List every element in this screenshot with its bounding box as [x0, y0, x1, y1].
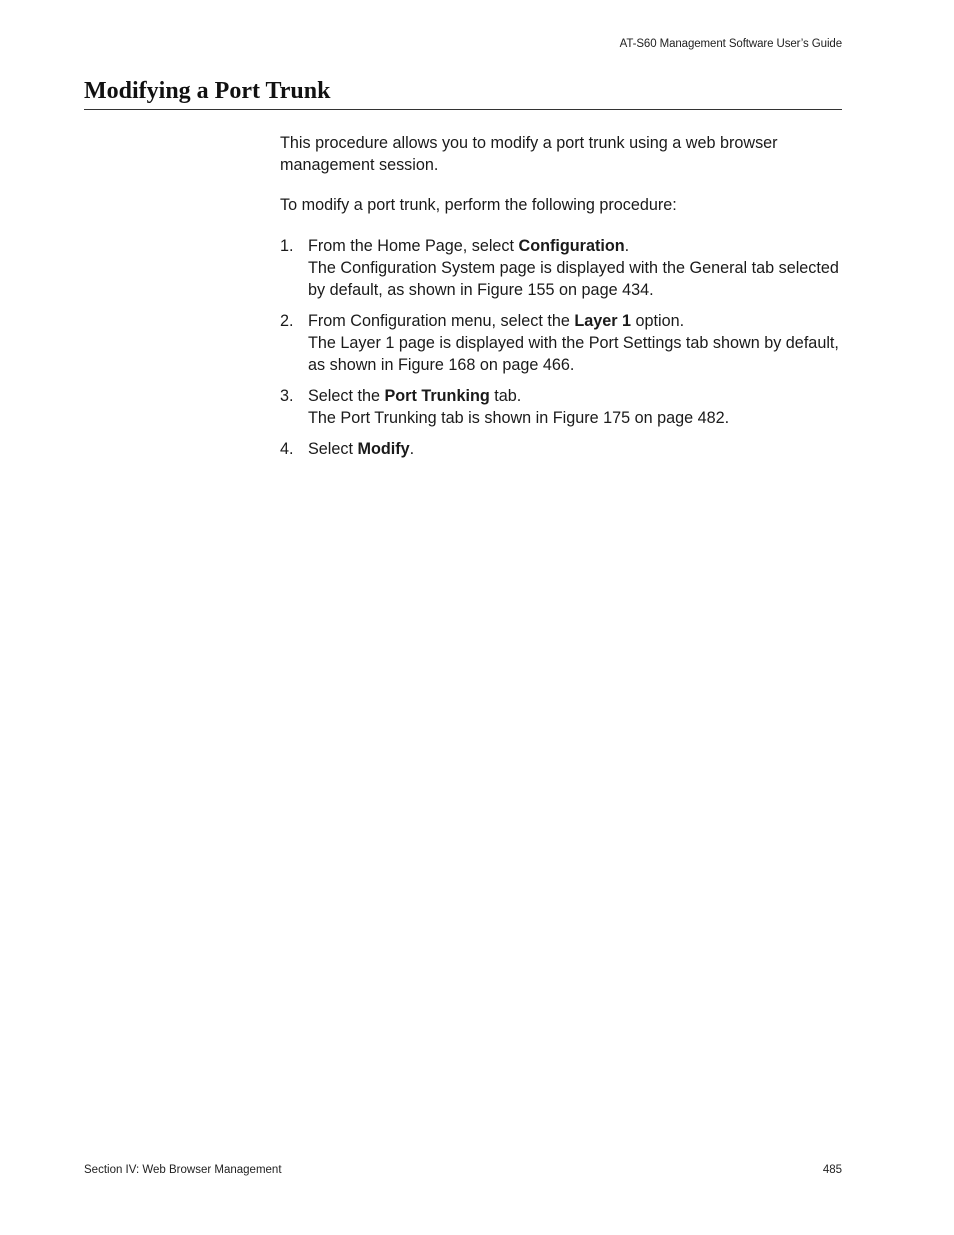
step-note: The Layer 1 page is displayed with the Port Settings tab shown by default, as shown in Figure 168 on page 466. — [308, 334, 839, 374]
step-text: From Configuration menu, select the — [308, 312, 575, 330]
step-ui-term: Modify — [357, 440, 410, 458]
body-text — [280, 132, 842, 460]
step-number: 3. — [280, 387, 294, 405]
footer-section-label: Section IV: Web Browser Management — [84, 1164, 282, 1176]
step-ui-term: Configuration — [518, 237, 625, 255]
step-number: 2. — [280, 312, 294, 330]
procedure-steps — [280, 235, 842, 460]
step-ui-term: Port Trunking — [384, 387, 490, 405]
step-item — [280, 310, 842, 376]
running-header: AT-S60 Management Software User’s Guide — [619, 38, 842, 50]
page-number: 485 — [822, 1164, 842, 1176]
step-ui-term: Layer 1 — [574, 312, 632, 330]
step-instruction — [308, 438, 842, 460]
step-item — [280, 235, 842, 301]
step-instruction — [308, 385, 842, 407]
step-text: tab. — [489, 387, 522, 405]
step-number: 4. — [280, 440, 294, 458]
step-text: From the Home Page, select — [308, 237, 519, 255]
lead-paragraph: To modify a port trunk, perform the following procedure: — [280, 196, 677, 214]
step-text: . — [624, 237, 630, 255]
step-note: The Configuration System page is displayed with the General tab selected by default, as shown in Figure 155 on page 434. — [308, 259, 839, 299]
step-item — [280, 385, 842, 429]
step-text: Select — [308, 440, 358, 458]
intro-paragraph: This procedure allows you to modify a port trunk using a web browser management session. — [280, 134, 778, 174]
step-text: . — [409, 440, 415, 458]
step-number: 1. — [280, 237, 294, 255]
step-item — [280, 438, 842, 460]
step-instruction — [308, 235, 842, 257]
step-text: option. — [631, 312, 685, 330]
step-text: Select the — [308, 387, 385, 405]
step-note: The Port Trunking tab is shown in Figure 175 on page 482. — [308, 409, 730, 427]
section-title: Modifying a Port Trunk — [84, 78, 331, 104]
title-rule — [84, 109, 842, 110]
step-instruction — [308, 310, 842, 332]
